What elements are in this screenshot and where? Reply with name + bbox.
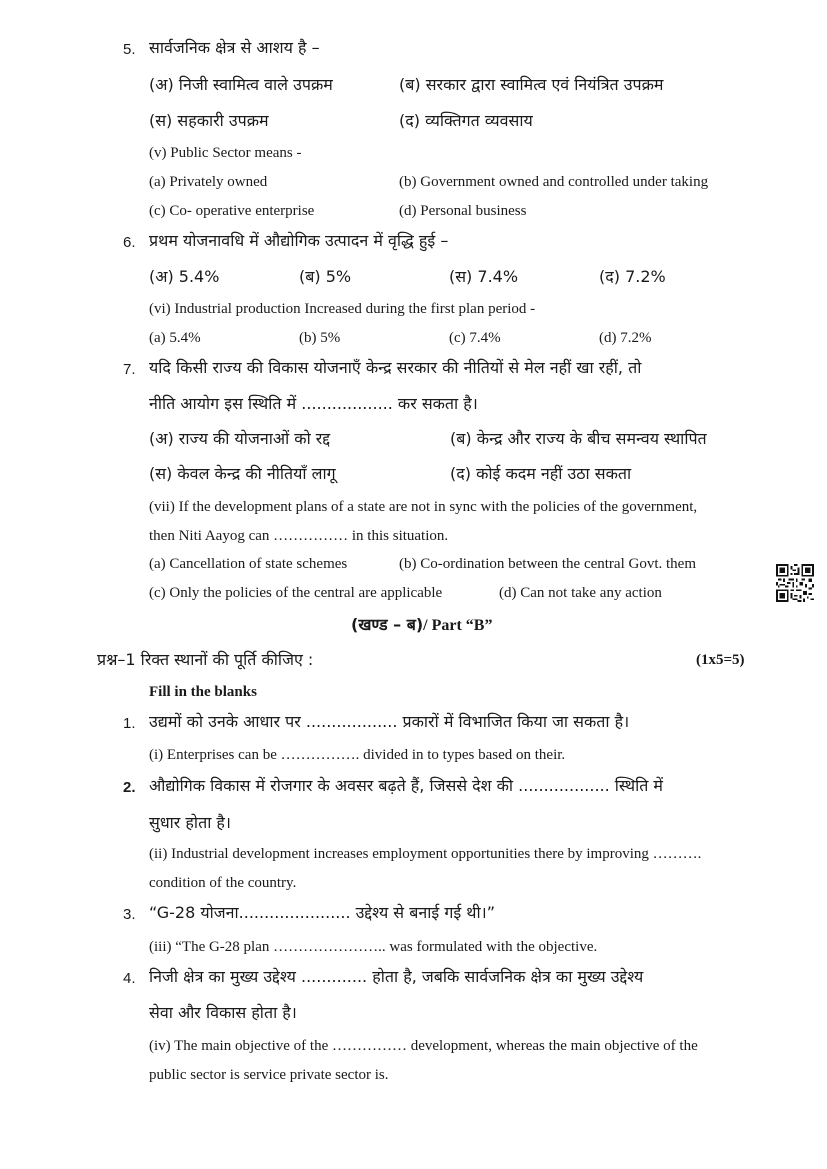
q5-option-c-english: (c) Co- operative enterprise — [149, 203, 315, 219]
q6-question-english: (vi) Industrial production Increased during the first plan period - — [149, 301, 536, 317]
fb2-question-hindi-line2: सुधार होता है। — [149, 813, 231, 832]
fb1-number: 1. — [123, 715, 136, 732]
q7-number: 7. — [123, 361, 136, 378]
q7-option-b-hindi: (ब) केन्द्र और राज्य के बीच समन्वय स्थापित — [450, 429, 707, 448]
q7-option-c-hindi: (स) केवल केन्द्र की नीतियाँ लागू — [149, 464, 336, 483]
q7-question-hindi-line2: नीति आयोग इस स्थिति में .................. कर सकता है। — [149, 394, 478, 413]
q6-option-c-hindi: (स) 7.4% — [449, 267, 519, 286]
fb1-question-english: (i) Enterprises can be ……………. divided in to types based on their. — [149, 747, 566, 763]
q6-option-b-hindi: (ब) 5% — [299, 267, 352, 286]
fb1-question-hindi: उद्यमों को उनके आधार पर .................. प्रकारों में विभाजित किया जा सकता है। — [149, 712, 630, 731]
qr-code-icon — [776, 564, 814, 602]
q6-number: 6. — [123, 234, 136, 251]
q7-option-a-hindi: (अ) राज्य की योजनाओं को रद्द — [149, 429, 331, 448]
q5-option-a-english: (a) Privately owned — [149, 174, 268, 190]
q5-option-b-hindi: (ब) सरकार द्वारा स्वामित्व एवं नियंत्रित उपक्रम — [399, 75, 664, 94]
part-b-title — [351, 617, 492, 634]
q5-option-c-hindi: (स) सहकारी उपक्रम — [149, 111, 269, 130]
q5-option-d-english: (d) Personal business — [399, 203, 527, 219]
section1-heading-hindi: प्रश्न–1 रिक्त स्थानों की पूर्ति कीजिए : — [97, 650, 314, 669]
q7-option-d-english: (d) Can not take any action — [499, 585, 662, 601]
q5-number: 5. — [123, 41, 136, 58]
q6-option-d-hindi: (द) 7.2% — [599, 267, 666, 286]
q5-option-d-hindi: (द) व्यक्तिगत व्यवसाय — [399, 111, 533, 130]
q5-option-a-hindi: (अ) निजी स्वामित्व वाले उपक्रम — [149, 75, 333, 94]
fb2-question-english-line1: (ii) Industrial development increases employment opportunities there by improving ………. — [149, 846, 702, 862]
q7-option-d-hindi: (द) कोई कदम नहीं उठा सकता — [450, 464, 632, 483]
fb4-question-hindi-line1: निजी क्षेत्र का मुख्य उद्देश्य ............. होता है, जबकि सार्वजनिक क्षेत्र का मुख्य उद्देश्य — [149, 967, 644, 986]
fb3-number: 3. — [123, 906, 136, 923]
part-b-title-english: / Part “B” — [423, 617, 493, 634]
fb2-question-english-line2: condition of the country. — [149, 875, 297, 891]
section1-heading-english: Fill in the blanks — [149, 684, 257, 700]
fb3-question-english: (iii) “The G-28 plan ………………….. was formulated with the objective. — [149, 939, 598, 955]
q5-question-english: (v) Public Sector means - — [149, 145, 302, 161]
q7-option-c-english: (c) Only the policies of the central are applicable — [149, 585, 443, 601]
q6-question-hindi: प्रथम योजनावधि में औद्योगिक उत्पादन में वृद्धि हुई – — [149, 231, 449, 250]
fb4-question-hindi-line2: सेवा और विकास होता है। — [149, 1003, 297, 1022]
q5-question-hindi: सार्वजनिक क्षेत्र से आशय है – — [149, 38, 320, 57]
q7-question-hindi-line1: यदि किसी राज्य की विकास योजनाएँ केन्द्र सरकार की नीतियों से मेल नहीं खा रहीं, तो — [149, 358, 642, 377]
q6-option-d-english: (d) 7.2% — [599, 330, 652, 346]
q7-option-b-english: (b) Co-ordination between the central Govt. them — [399, 556, 696, 572]
q6-option-c-english: (c) 7.4% — [449, 330, 501, 346]
section1-marks: (1x5=5) — [696, 652, 745, 668]
q5-option-b-english: (b) Government owned and controlled under taking — [399, 174, 709, 190]
q6-option-a-english: (a) 5.4% — [149, 330, 201, 346]
q7-option-a-english: (a) Cancellation of state schemes — [149, 556, 348, 572]
fb2-question-hindi-line1: औद्योगिक विकास में रोजगार के अवसर बढ़ते हैं, जिससे देश की .................. स्थिति में — [149, 776, 663, 795]
q6-option-a-hindi: (अ) 5.4% — [149, 267, 220, 286]
fb3-question-hindi: “G-28 योजना...................... उद्देश्य से बनाई गई थी।” — [149, 903, 495, 922]
q6-option-b-english: (b) 5% — [299, 330, 341, 346]
fb4-question-english-line1: (iv) The main objective of the …………… development, whereas the main objective of the — [149, 1038, 698, 1054]
fb4-number: 4. — [123, 970, 136, 987]
q7-question-english-line1: (vii) If the development plans of a state are not in sync with the policies of the government, — [149, 499, 698, 515]
fb4-question-english-line2: public sector is service private sector is. — [149, 1067, 389, 1083]
part-b-title-hindi: (खण्ड – ब) — [351, 615, 424, 634]
fb2-number: 2. — [123, 779, 136, 796]
q7-question-english-line2: then Niti Aayog can …………… in this situation. — [149, 528, 449, 544]
